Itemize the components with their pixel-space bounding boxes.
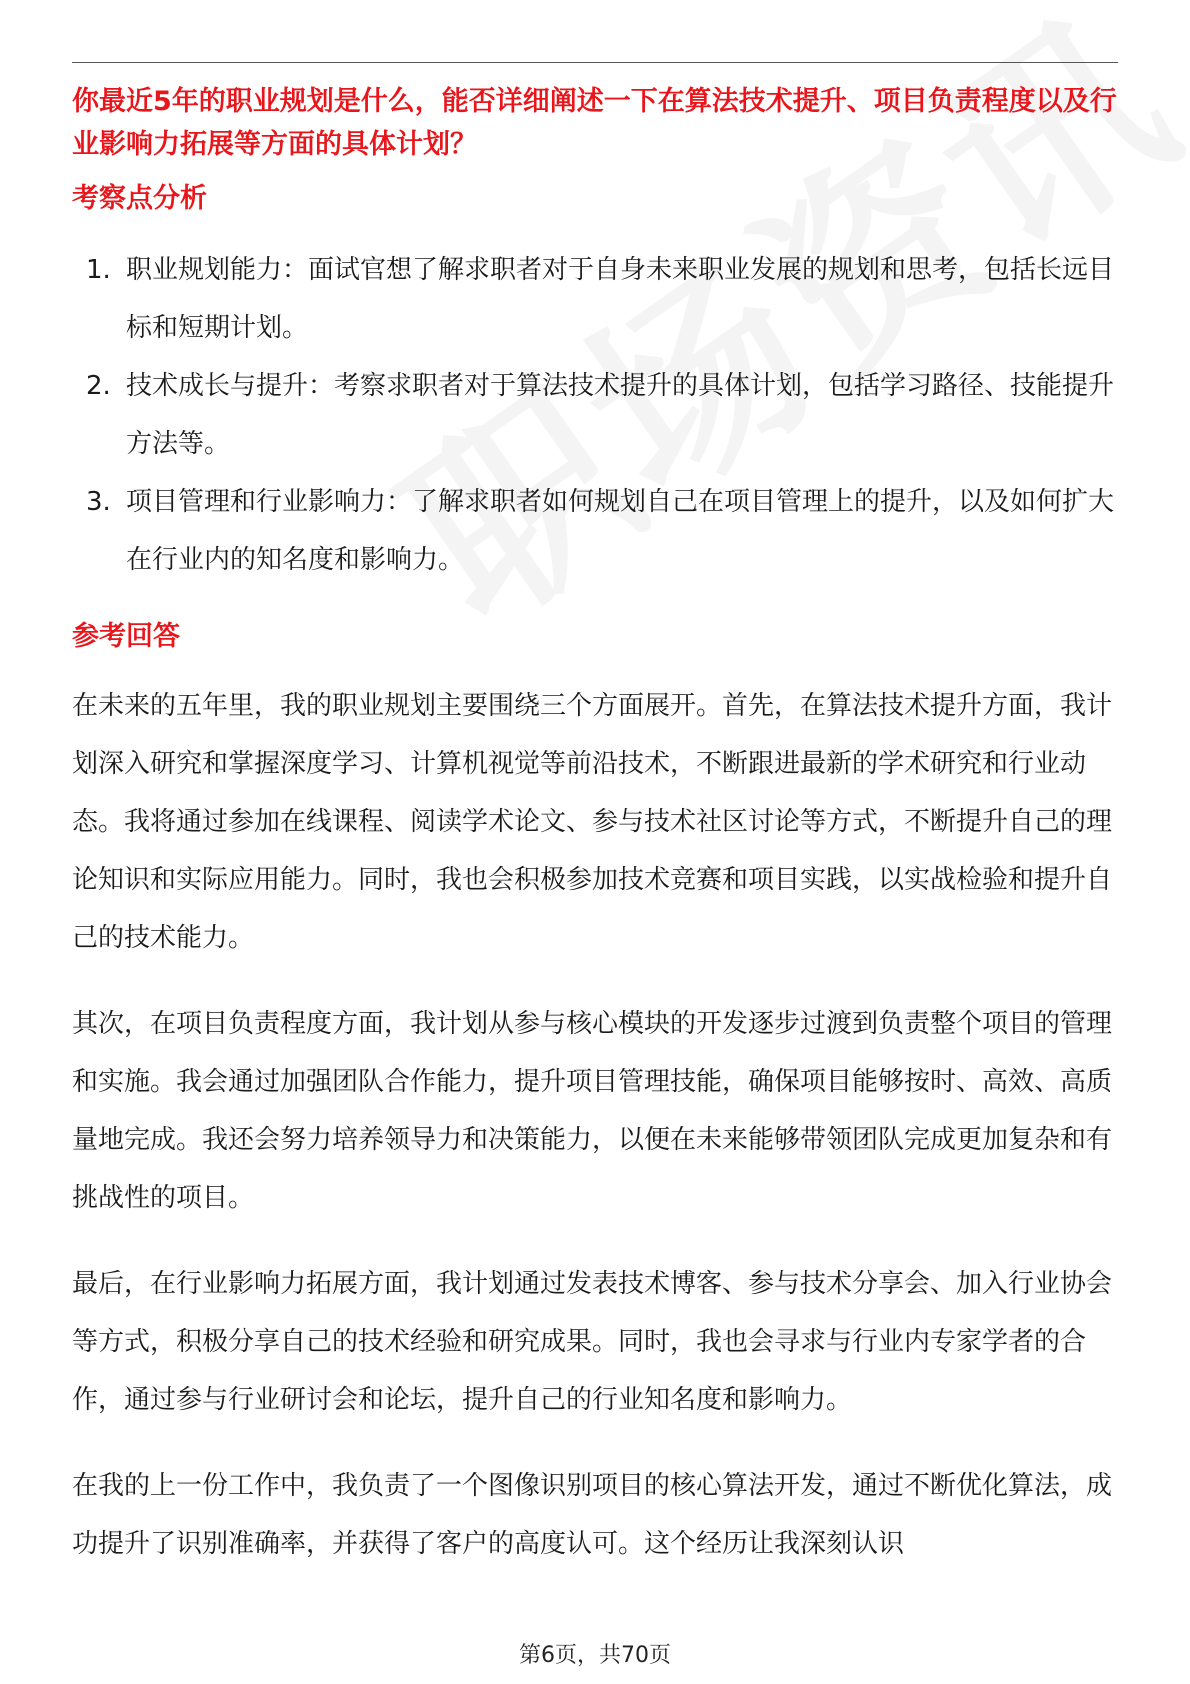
analysis-list bbox=[72, 241, 1118, 589]
answer-paragraph: 其次，在项目负责程度方面，我计划从参与核心模块的开发逐步过渡到负责整个项目的管理和实施。我会通过加强团队合作能力，提升项目管理技能，确保项目能够按时、高效、高质量地完成。我还会努力培养领导力和决策能力，以便在未来能够带领团队完成更加复杂和有挑战性的项目。 bbox=[72, 1009, 1113, 1213]
analysis-item-text: 项目管理和行业影响力：了解求职者如何规划自己在项目管理上的提升，以及如何扩大在行业内的知名度和影响力。 bbox=[126, 487, 1115, 575]
answer-heading: 参考回答 bbox=[72, 621, 180, 652]
analysis-item-number: 1. bbox=[86, 255, 111, 285]
analysis-item-number: 3. bbox=[86, 487, 111, 517]
answer-paragraph: 在未来的五年里，我的职业规划主要围绕三个方面展开。首先，在算法技术提升方面，我计划深入研究和掌握深度学习、计算机视觉等前沿技术，不断跟进最新的学术研究和行业动态。我将通过参加在线课程、阅读学术论文、参与技术社区讨论等方式，不断提升自己的理论知识和实际应用能力。同时，我也会积极参加技术竞赛和项目实践，以实战检验和提升自己的技术能力。 bbox=[72, 691, 1113, 953]
analysis-item bbox=[72, 241, 1118, 357]
header-rule bbox=[72, 62, 1118, 63]
analysis-item-number: 2. bbox=[86, 371, 111, 401]
answer-paragraph: 在我的上一份工作中，我负责了一个图像识别项目的核心算法开发，通过不断优化算法，成功提升了识别准确率，并获得了客户的高度认可。这个经历让我深刻认识 bbox=[72, 1471, 1113, 1559]
page-content bbox=[72, 80, 1118, 1573]
answer-paragraph: 最后，在行业影响力拓展方面，我计划通过发表技术博客、参与技术分享会、加入行业协会等方式，积极分享自己的技术经验和研究成果。同时，我也会寻求与行业内专家学者的合作，通过参与行业研讨会和论坛，提升自己的行业知名度和影响力。 bbox=[72, 1269, 1113, 1415]
analysis-heading: 考察点分析 bbox=[72, 183, 207, 214]
analysis-item bbox=[72, 357, 1118, 473]
page-number-footer: 第6页，共70页 bbox=[519, 1643, 671, 1668]
question-title: 你最近5年的职业规划是什么，能否详细阐述一下在算法技术提升、项目负责程度以及行业影响力拓展等方面的具体计划？ bbox=[72, 86, 1117, 160]
analysis-item bbox=[72, 473, 1118, 589]
analysis-item-text: 技术成长与提升：考察求职者对于算法技术提升的具体计划，包括学习路径、技能提升方法等。 bbox=[126, 371, 1115, 459]
analysis-item-text: 职业规划能力：面试官想了解求职者对于自身未来职业发展的规划和思考，包括长远目标和短期计划。 bbox=[126, 255, 1115, 343]
